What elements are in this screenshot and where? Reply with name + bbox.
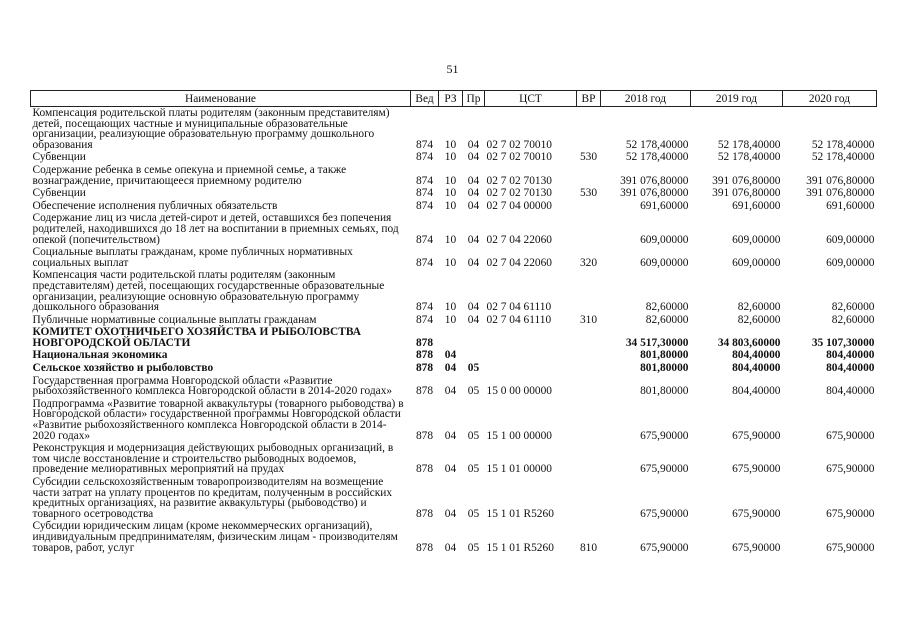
row-name-cell: Государственная программа Новгородской области «Развитие рыбохозяйственного комплекса Новгородской области в 2014-2020 годах» (32, 374, 393, 398)
row-vr-cell (577, 442, 601, 476)
row-ved-cell: 878 (415, 336, 434, 349)
row-2018-value: 801,80000 (640, 362, 689, 375)
row-rz-cell: 10 (444, 313, 457, 326)
row-2018-value: 52 178,40000 (625, 151, 689, 164)
row-ved-cell: 878 (415, 463, 434, 476)
row-ved-cell: 878 (415, 507, 434, 520)
column-header-rz: РЗ (439, 91, 463, 107)
row-2020-value: 35 107,30000 (811, 336, 875, 349)
row-name-cell: Компенсация части родительской платы родителям (законным представителям) детей, посещающих государственные образовательные организации, реализующие основную образовательную программу дошкольного образования (32, 269, 385, 314)
row-cst-cell: 15 1 01 00000 (486, 463, 552, 476)
row-pr-cell: 04 (467, 256, 480, 269)
row-2020-value: 691,60000 (826, 199, 875, 212)
row-2019-value: 675,90000 (732, 507, 781, 520)
budget-table (30, 90, 877, 554)
row-2019-value: 804,40000 (732, 362, 781, 375)
row-cst-cell: 02 7 02 70130 (486, 174, 552, 187)
row-pr-cell: 05 (467, 362, 480, 375)
row-pr-cell: 04 (467, 199, 480, 212)
row-name-cell: Субсидии юридическим лицам (кроме некоммерческих организаций), индивидуальным предпринимателям, физическим лицам - производителям товаров, работ, услуг (32, 520, 398, 554)
row-2018-value: 391 076,80000 (620, 187, 689, 200)
row-ved-cell: 874 (415, 138, 434, 151)
row-cst-cell: 15 1 00 00000 (486, 429, 552, 442)
row-vr-cell (577, 164, 601, 187)
row-2020-value: 675,90000 (826, 541, 875, 554)
row-cst-cell: 02 7 02 70010 (486, 151, 552, 164)
row-2020-value: 391 076,80000 (806, 187, 875, 200)
table-body (31, 107, 877, 555)
row-pr-cell: 04 (467, 233, 480, 246)
row-pr-cell: 05 (467, 429, 480, 442)
row-name-cell: Содержание ребенка в семье опекуна и приемной семье, а также вознаграждение, причитающееся приемному родителю (32, 163, 347, 187)
table-row (31, 314, 877, 327)
row-2018-value: 675,90000 (640, 507, 689, 520)
row-rz-cell: 10 (444, 199, 457, 212)
row-2020-value: 804,40000 (826, 385, 875, 398)
row-name-cell: Подпрограмма «Развитие товарной аквакультуры (товарного рыбоводства) в Новгородской области» государственной программы Новгородской области «Развитие рыбохозяйственного комплекса Новгородской области в 2014-2020 годах» (32, 397, 404, 442)
row-vr-cell (577, 200, 601, 213)
row-pr-cell: 05 (467, 507, 480, 520)
row-ved-cell: 874 (415, 187, 434, 200)
row-vr-cell: 810 (579, 541, 598, 554)
row-ved-cell: 878 (415, 349, 434, 362)
row-2018-value: 801,80000 (640, 349, 689, 362)
row-2019-value: 675,90000 (732, 463, 781, 476)
row-pr-cell: 04 (467, 151, 480, 164)
row-vr-cell (577, 476, 601, 520)
row-2018-value: 34 517,30000 (625, 336, 689, 349)
row-2019-value: 52 178,40000 (717, 151, 781, 164)
row-vr-cell (577, 398, 601, 442)
row-name-cell: КОМИТЕТ ОХОТНИЧЬЕГО ХОЗЯЙСТВА И РЫБОЛОВСТВА НОВГОРОДСКОЙ ОБЛАСТИ (32, 326, 361, 349)
row-2020-value: 52 178,40000 (811, 138, 875, 151)
row-2020-value: 675,90000 (826, 507, 875, 520)
row-name-cell: Сельское хозяйство и рыболовство (32, 362, 214, 375)
row-vr-cell (577, 375, 601, 398)
row-vr-cell (577, 362, 601, 375)
row-rz-cell: 04 (444, 463, 457, 476)
row-name-cell: Публичные нормативные социальные выплаты гражданам (32, 313, 317, 326)
row-ved-cell: 874 (415, 151, 434, 164)
row-cst-cell: 15 0 00 00000 (486, 385, 552, 398)
row-2019-value: 82,60000 (737, 313, 781, 326)
row-2018-value: 691,60000 (640, 199, 689, 212)
row-cst-cell: 02 7 04 22060 (486, 256, 552, 269)
row-rz-cell: 04 (444, 507, 457, 520)
row-pr-cell: 04 (467, 138, 480, 151)
row-pr-cell: 04 (467, 187, 480, 200)
table-row (31, 200, 877, 213)
row-2019-value: 34 803,60000 (717, 336, 781, 349)
row-rz-cell: 04 (444, 429, 457, 442)
row-name-cell: Обеспечение исполнения публичных обязательств (32, 199, 278, 212)
table-row (31, 442, 877, 476)
row-cst-cell: 02 7 04 61110 (486, 313, 552, 326)
column-header-2020: 2020 год (783, 91, 877, 107)
row-2019-value: 82,60000 (737, 301, 781, 314)
row-cst-cell (485, 362, 577, 375)
row-cst-cell: 15 1 01 R5260 (486, 507, 554, 520)
row-rz-cell: 10 (444, 151, 457, 164)
row-2019-value: 609,00000 (732, 256, 781, 269)
row-pr-cell: 05 (467, 541, 480, 554)
row-vr-cell: 530 (579, 187, 598, 200)
page-number: 51 (446, 62, 459, 76)
row-cst-cell (485, 326, 577, 349)
row-2020-value: 675,90000 (826, 429, 875, 442)
row-vr-cell (577, 326, 601, 349)
row-ved-cell: 874 (415, 256, 434, 269)
row-ved-cell: 878 (415, 385, 434, 398)
table-row (31, 326, 877, 349)
row-2019-value: 391 076,80000 (712, 174, 781, 187)
row-name-cell: Национальная экономика (32, 349, 168, 362)
column-header-2019: 2019 год (691, 91, 783, 107)
row-vr-cell (577, 269, 601, 313)
row-name-cell: Социальные выплаты гражданам, кроме публичных нормативных социальных выплат (32, 246, 353, 269)
row-vr-cell: 310 (579, 313, 598, 326)
column-header-cst: ЦСТ (485, 91, 577, 107)
column-header-2018: 2018 год (601, 91, 691, 107)
row-name-cell: Субвенции (32, 187, 86, 200)
row-2018-value: 675,90000 (640, 541, 689, 554)
row-2019-value: 804,40000 (732, 385, 781, 398)
row-name-cell: Субвенции (32, 151, 86, 164)
table-row (31, 246, 877, 269)
row-2018-value: 801,80000 (640, 385, 689, 398)
row-name-cell: Компенсация родительской платы родителям (законным представителям) детей, посещающих частные и муниципальные образовательные организации, реализующие образовательную программу дошкольного образования (32, 107, 390, 151)
table-row (31, 520, 877, 554)
row-rz-cell: 10 (444, 301, 457, 314)
row-cst-cell: 15 1 01 R5260 (486, 541, 554, 554)
table-row (31, 398, 877, 442)
row-rz-cell: 10 (444, 187, 457, 200)
row-cst-cell: 02 7 02 70130 (486, 187, 552, 200)
row-vr-cell: 530 (579, 151, 598, 164)
row-2018-value: 52 178,40000 (625, 138, 689, 151)
row-ved-cell: 874 (415, 313, 434, 326)
column-header-pr: Пр (463, 91, 485, 107)
row-rz-cell: 10 (444, 138, 457, 151)
row-pr-cell: 05 (467, 385, 480, 398)
row-rz-cell (439, 326, 463, 349)
row-pr-cell (463, 349, 485, 362)
row-2020-value: 52 178,40000 (811, 151, 875, 164)
row-vr-cell (577, 349, 601, 362)
row-ved-cell: 874 (415, 233, 434, 246)
row-rz-cell: 04 (444, 362, 457, 375)
row-pr-cell: 04 (467, 313, 480, 326)
row-pr-cell: 05 (467, 463, 480, 476)
table-row (31, 212, 877, 246)
table-row (31, 164, 877, 187)
row-2019-value: 804,40000 (732, 349, 781, 362)
table-row (31, 151, 877, 164)
row-vr-cell: 320 (579, 256, 598, 269)
row-2020-value: 82,60000 (831, 313, 875, 326)
table-row (31, 375, 877, 398)
row-vr-cell (577, 107, 601, 152)
row-2018-value: 82,60000 (645, 313, 689, 326)
row-cst-cell: 02 7 02 70010 (486, 138, 552, 151)
row-ved-cell: 878 (415, 362, 434, 375)
row-pr-cell: 04 (467, 174, 480, 187)
row-2019-value: 609,00000 (732, 233, 781, 246)
row-name-cell: Реконструкция и модернизация действующих рыбоводных организаций, в том числе восстановление и строительство рыбоводных водоемов, проведение мелиоративных мероприятий на прудах (32, 442, 394, 476)
row-cst-cell: 02 7 04 22060 (486, 233, 552, 246)
row-rz-cell: 10 (444, 256, 457, 269)
row-2019-value: 675,90000 (732, 429, 781, 442)
row-2018-value: 675,90000 (640, 429, 689, 442)
row-vr-cell (577, 212, 601, 246)
row-cst-cell (485, 349, 577, 362)
row-rz-cell: 10 (444, 233, 457, 246)
table-row (31, 362, 877, 375)
row-2019-value: 691,60000 (732, 199, 781, 212)
table-row (31, 349, 877, 362)
row-2018-value: 675,90000 (640, 463, 689, 476)
row-ved-cell: 874 (415, 174, 434, 187)
row-rz-cell: 04 (444, 541, 457, 554)
row-2019-value: 391 076,80000 (712, 187, 781, 200)
row-2020-value: 804,40000 (826, 349, 875, 362)
row-2020-value: 82,60000 (831, 301, 875, 314)
row-rz-cell: 10 (444, 174, 457, 187)
table-header-row (31, 91, 877, 107)
row-2020-value: 391 076,80000 (806, 174, 875, 187)
row-ved-cell: 874 (415, 301, 434, 314)
row-2018-value: 391 076,80000 (620, 174, 689, 187)
row-cst-cell: 02 7 04 00000 (486, 199, 552, 212)
row-2020-value: 609,00000 (826, 233, 875, 246)
table-row (31, 187, 877, 200)
row-2018-value: 609,00000 (640, 233, 689, 246)
column-header-vr: ВР (577, 91, 601, 107)
row-cst-cell: 02 7 04 61110 (486, 301, 552, 314)
row-pr-cell (463, 326, 485, 349)
row-name-cell: Субсидии сельскохозяйственным товаропроизводителям на возмещение части затрат на уплату процентов по кредитам, полученным в российских кредитных организациях, на развитие аквакультуры (рыбоводство) и товарного осетроводства (32, 476, 393, 520)
row-2019-value: 675,90000 (732, 541, 781, 554)
row-ved-cell: 878 (415, 541, 434, 554)
row-pr-cell: 04 (467, 301, 480, 314)
row-ved-cell: 874 (415, 199, 434, 212)
table-row (31, 107, 877, 152)
column-header-ved: Вед (411, 91, 439, 107)
row-ved-cell: 878 (415, 429, 434, 442)
row-2020-value: 804,40000 (826, 362, 875, 375)
column-header-name: Наименование (31, 91, 411, 107)
row-2020-value: 609,00000 (826, 256, 875, 269)
row-2018-value: 82,60000 (645, 301, 689, 314)
row-rz-cell: 04 (444, 349, 457, 362)
row-rz-cell: 04 (444, 385, 457, 398)
table-row (31, 269, 877, 313)
row-2018-value: 609,00000 (640, 256, 689, 269)
row-name-cell: Содержание лиц из числа детей-сирот и детей, оставшихся без попечения родителей, находившихся до 18 лет на воспитании в приемных семьях, под опекой (попечительством) (32, 212, 399, 246)
row-2019-value: 52 178,40000 (717, 138, 781, 151)
row-2020-value: 675,90000 (826, 463, 875, 476)
table-row (31, 476, 877, 520)
